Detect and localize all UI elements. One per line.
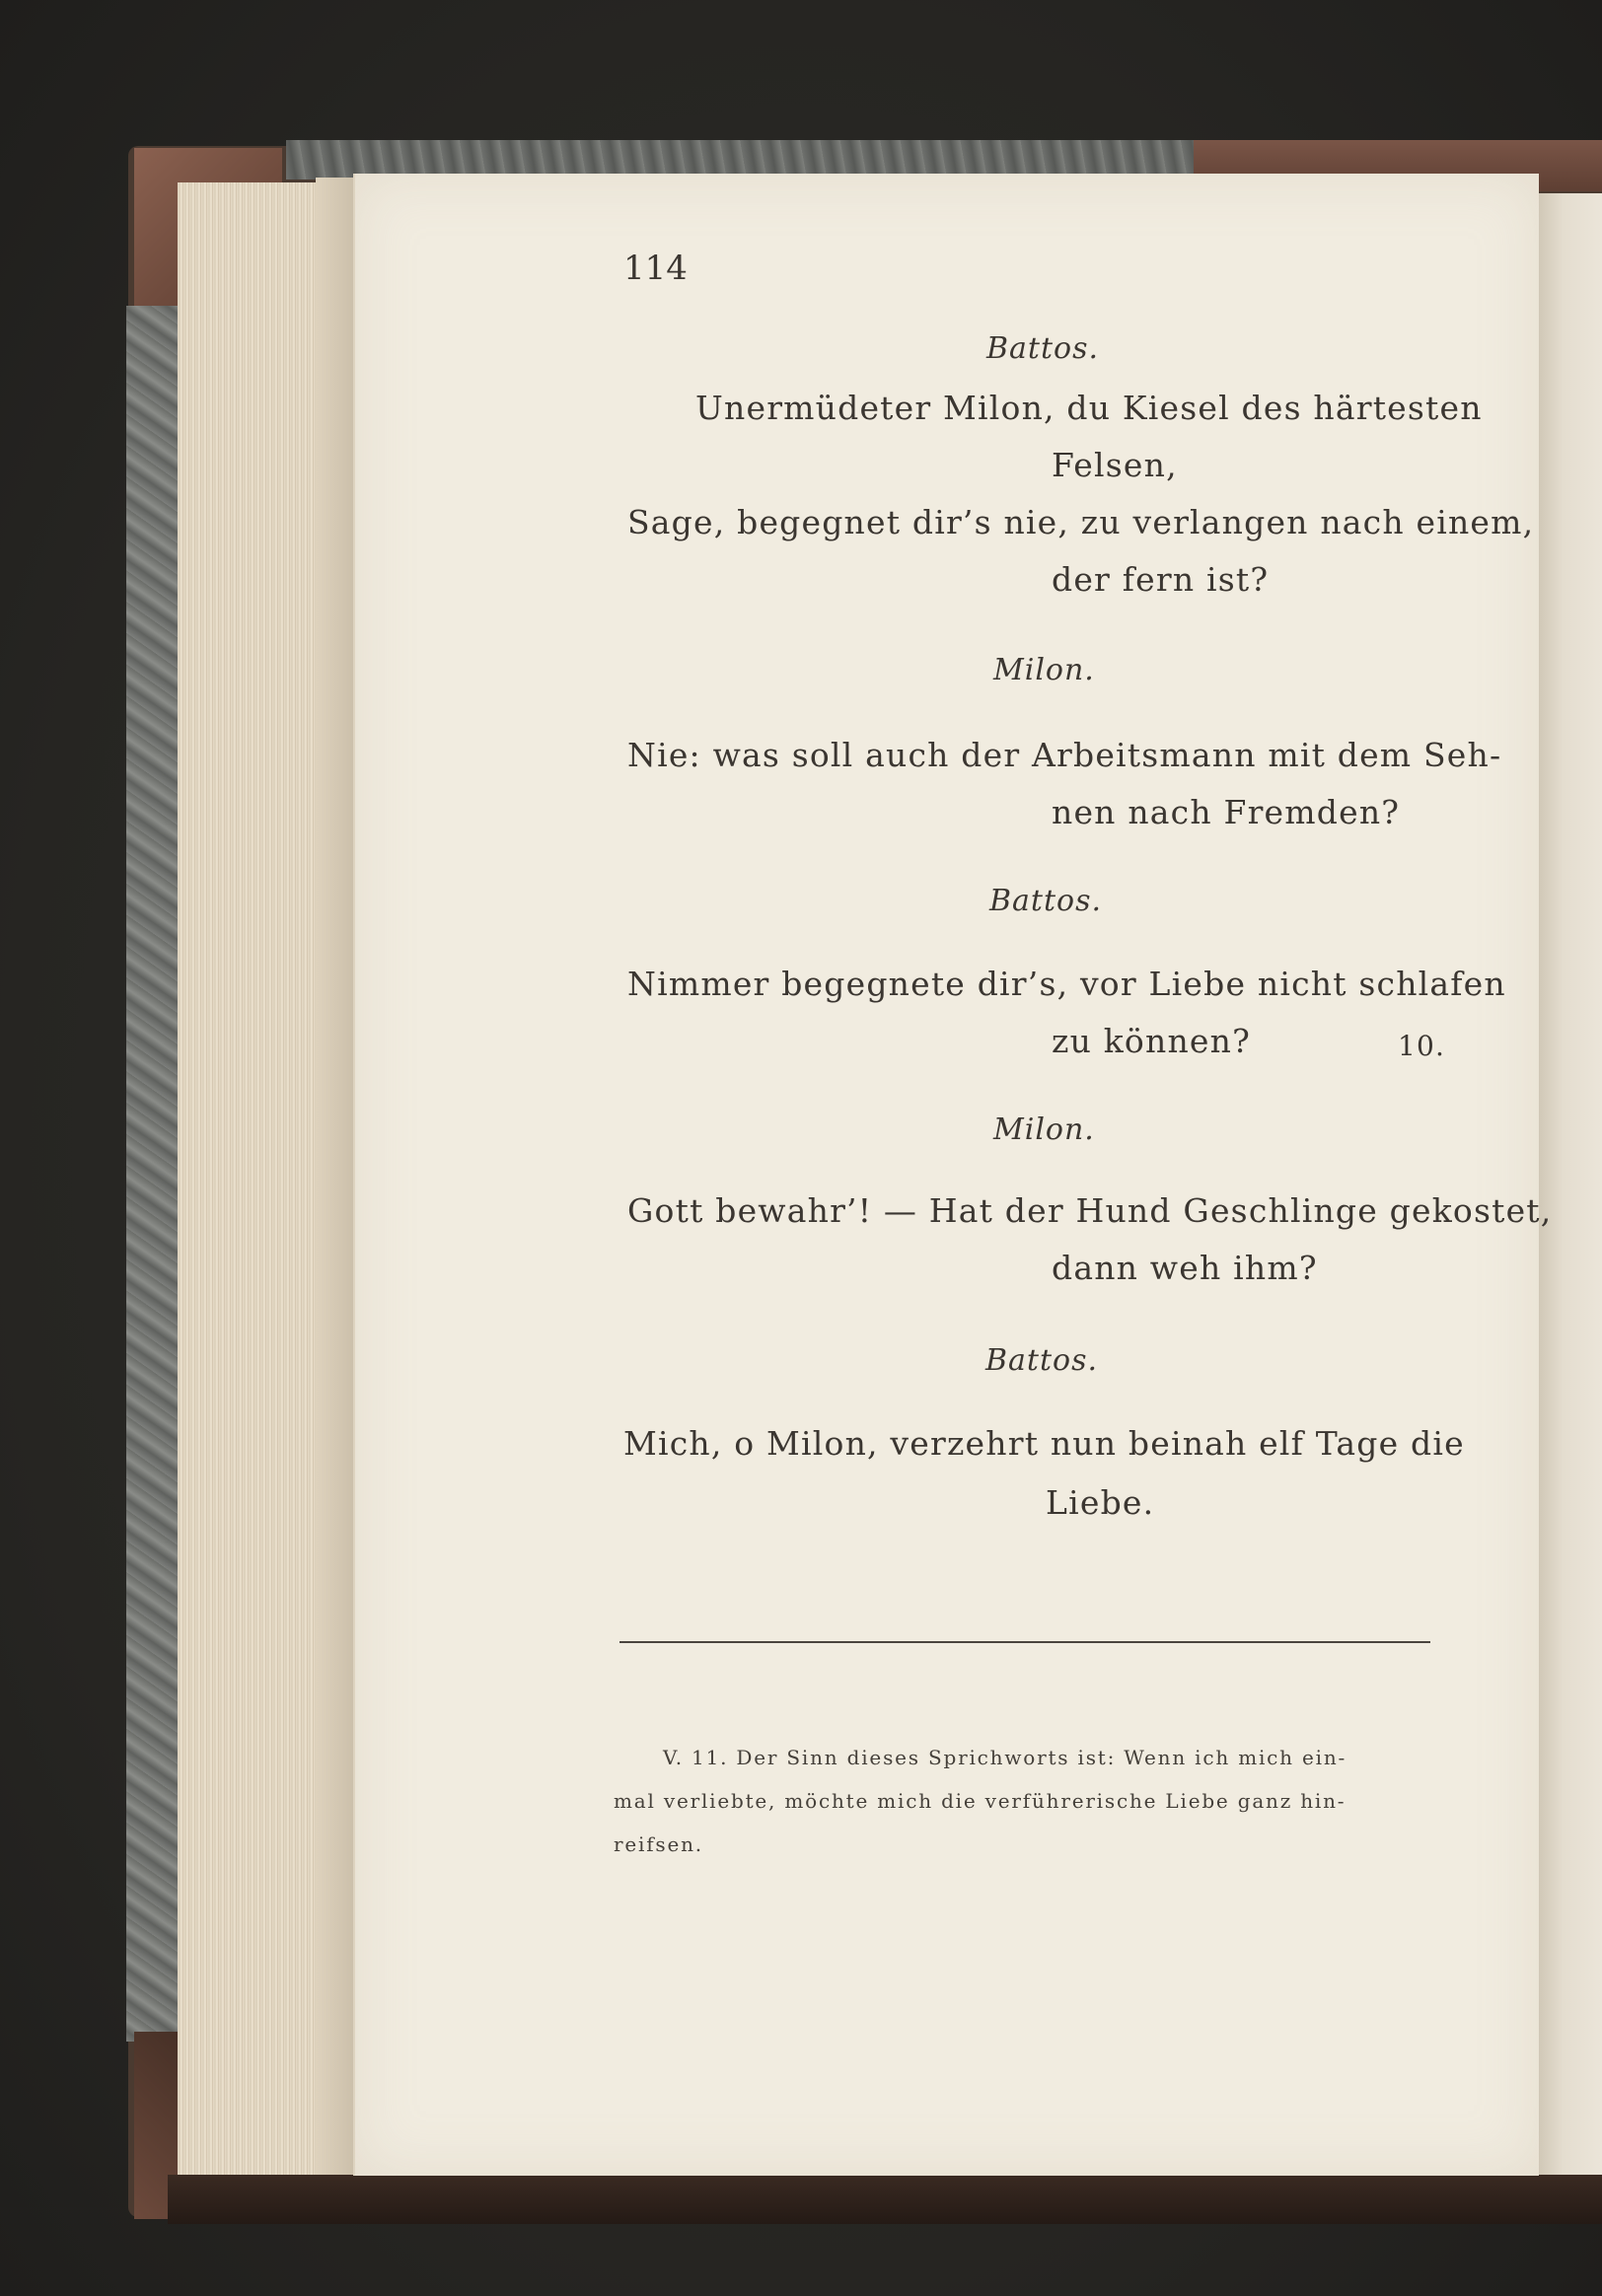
- verse-line-continuation: dann weh ihm?: [1052, 1249, 1318, 1287]
- speaker-name: Battos.: [989, 884, 1103, 918]
- speaker-name: Milon.: [993, 653, 1095, 687]
- footnote-line: mal verliebte, möchte mich die verführerische Liebe ganz hin-: [614, 1789, 1347, 1813]
- book-bottom-edge: [168, 2175, 1602, 2224]
- verse-line: Nie: was soll auch der Arbeitsmann mit dem Seh-: [627, 736, 1502, 774]
- page-number: 114: [623, 249, 688, 288]
- book-page: [353, 174, 1539, 2176]
- verse-line: Mich, o Milon, verzehrt nun beinah elf Tage die: [623, 1424, 1465, 1463]
- verse-line: Gott bewahr’! — Hat der Hund Geschlinge gekostet,: [627, 1191, 1553, 1230]
- verse-line-continuation: Felsen,: [1052, 446, 1178, 484]
- footnote-line: reifsen.: [614, 1832, 703, 1856]
- verse-line: Nimmer begegnete dir’s, vor Liebe nicht schlafen: [627, 965, 1506, 1003]
- verse-line: Unermüdeter Milon, du Kiesel des härtesten: [695, 389, 1483, 427]
- facing-page-edge: [1537, 193, 1602, 2176]
- speaker-name: Milon.: [993, 1112, 1095, 1147]
- verse-line-continuation: nen nach Fremden?: [1052, 793, 1401, 831]
- verse-line: Sage, begegnet dir’s nie, zu verlangen nach einem,: [627, 503, 1535, 541]
- footnote-line: V. 11. Der Sinn dieses Sprichworts ist: Wenn ich mich ein-: [663, 1746, 1347, 1769]
- footnote-separator-rule: [619, 1641, 1430, 1643]
- verse-line-continuation: zu können?: [1052, 1022, 1251, 1060]
- page-stack-shadow: [316, 178, 355, 2194]
- verse-line-continuation: der fern ist?: [1052, 560, 1270, 599]
- speaker-name: Battos.: [985, 1343, 1099, 1378]
- speaker-name: Battos.: [986, 331, 1100, 366]
- line-number: 10.: [1398, 1030, 1446, 1062]
- verse-line-continuation: Liebe.: [1046, 1483, 1155, 1522]
